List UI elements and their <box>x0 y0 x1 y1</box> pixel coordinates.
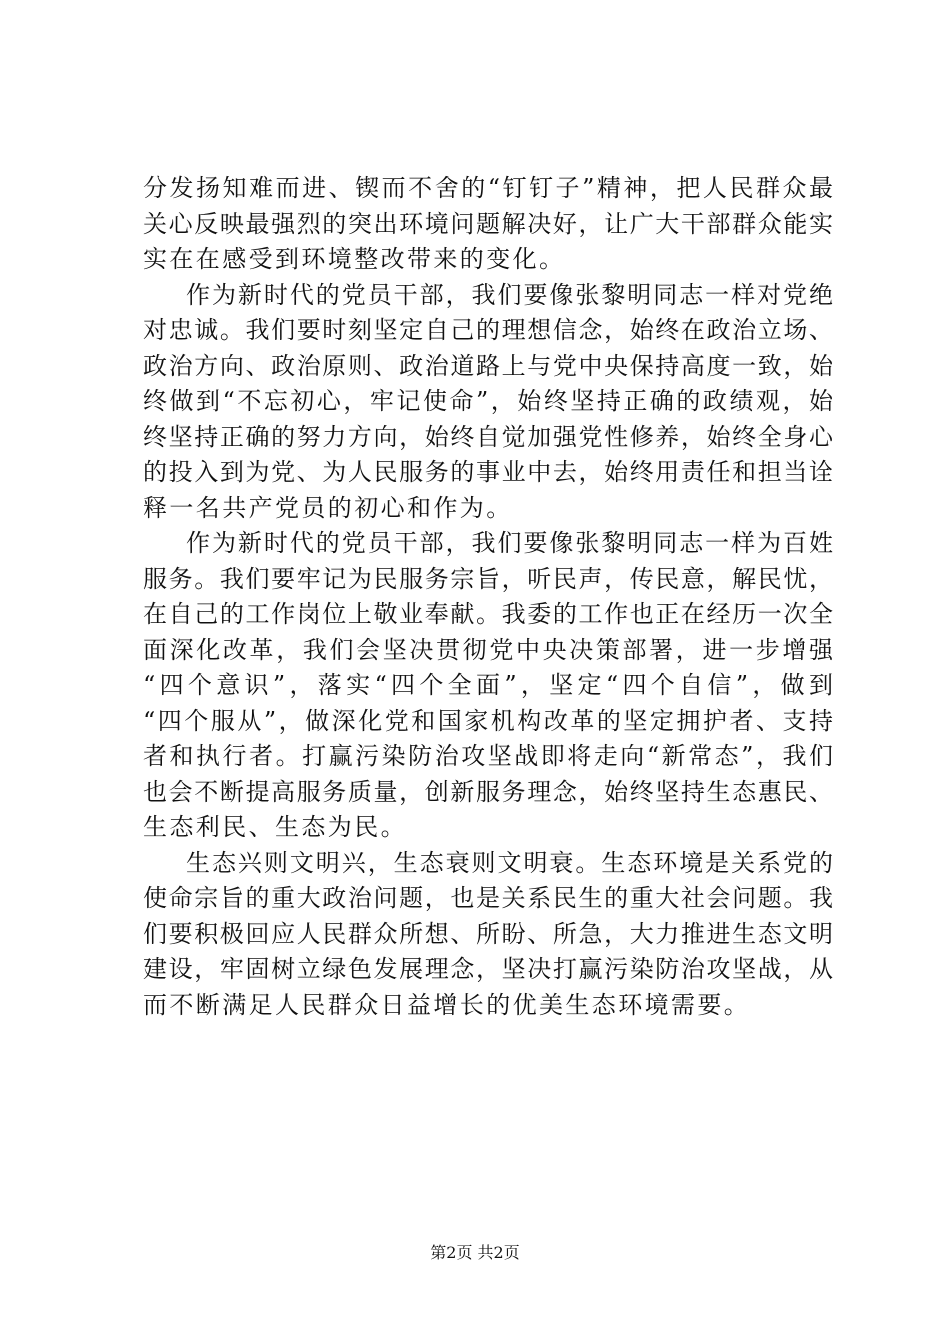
text-line: 建设，牢固树立绿色发展理念，坚决打赢污染防治攻坚战，从 <box>143 955 833 983</box>
text-line: 们要积极回应人民群众所想、所盼、所急，大力推进生态文明 <box>143 919 833 948</box>
document-body <box>143 171 833 1023</box>
text-line: 实在在感受到环境整改带来的变化。 <box>143 245 566 273</box>
text-line: 分发扬知难而进、锲而不舍的“钉钉子”精神，把人民群众最 <box>143 174 833 202</box>
paragraph-1 <box>143 171 833 278</box>
text-line: 而不断满足人民群众日益增长的优美生态环境需要。 <box>143 990 751 1019</box>
text-line: 作为新时代的党员干部，我们要像张黎明同志一样为百姓 <box>186 529 833 557</box>
text-line: 终做到“不忘初心，牢记使命”，始终坚持正确的政绩观，始 <box>143 387 833 415</box>
text-line: 作为新时代的党员干部，我们要像张黎明同志一样对党绝 <box>186 280 833 309</box>
text-line: 终坚持正确的努力方向，始终自觉加强党性修养，始终全身心 <box>143 422 833 451</box>
text-line: 政治方向、政治原则、政治道路上与党中央保持高度一致，始 <box>143 351 833 380</box>
text-line: 面深化改革，我们会坚决贯彻党中央决策部署，进一步增强 <box>143 635 833 664</box>
paragraph-2 <box>143 278 833 527</box>
text-line: 使命宗旨的重大政治问题，也是关系民生的重大社会问题。我 <box>143 884 833 912</box>
text-line: “四个意识”，落实“四个全面”，坚定“四个自信”，做到 <box>143 671 833 699</box>
text-line: “四个服从”，做深化党和国家机构改革的坚定拥护者、支持 <box>143 706 833 735</box>
text-line: 释一名共产党员的初心和作为。 <box>143 493 513 522</box>
text-line: 服务。我们要牢记为民服务宗旨，听民声，传民意，解民忧， <box>143 564 833 593</box>
text-line: 的投入到为党、为人民服务的事业中去，始终用责任和担当诠 <box>143 458 833 486</box>
text-line: 在自己的工作岗位上敬业奉献。我委的工作也正在经历一次全 <box>143 600 833 628</box>
text-line: 关心反映最强烈的突出环境问题解决好，让广大干部群众能实 <box>143 209 833 238</box>
text-line: 生态兴则文明兴，生态衰则文明衰。生态环境是关系党的 <box>186 848 833 877</box>
paragraph-3 <box>143 526 833 846</box>
text-line: 生态利民、生态为民。 <box>143 813 407 841</box>
text-line: 也会不断提高服务质量，创新服务理念，始终坚持生态惠民、 <box>143 777 833 806</box>
text-line: 者和执行者。打赢污染防治攻坚战即将走向“新常态”，我们 <box>143 742 833 770</box>
page-footer: 第2页 共2页 <box>430 1243 520 1262</box>
paragraph-4 <box>143 846 833 1024</box>
text-line: 对忠诚。我们要时刻坚定自己的理想信念，始终在政治立场、 <box>143 316 833 344</box>
